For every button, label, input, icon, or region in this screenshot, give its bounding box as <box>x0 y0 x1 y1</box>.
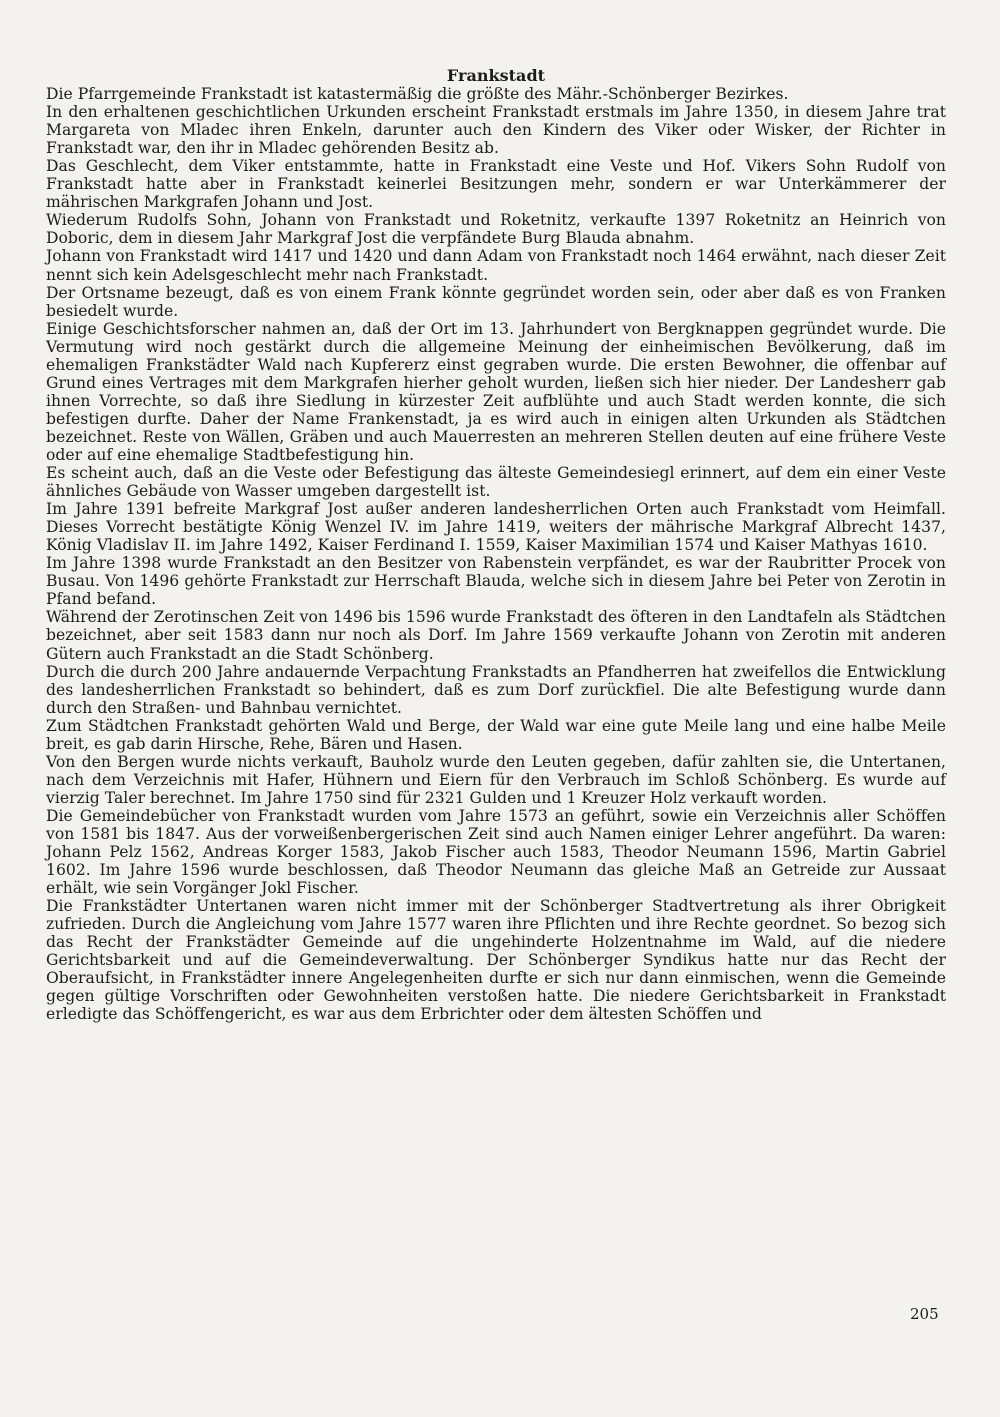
paragraph: In den erhaltenen geschichtlichen Urkunden erscheint Frankstadt erstmals im Jahre 1350, in diesem Jahre trat Margareta von Mladec ihren Enkeln, darunter auch den Kindern des Viker oder Wisker, der Richter in Frankstadt war, den ihr in Mladec gehörenden Besitz ab. <box>46 103 946 158</box>
paragraph: Von den Bergen wurde nichts verkauft, Bauholz wurde den Leuten gegeben, dafür zahlten sie, die Untertanen, nach dem Verzeichnis mit Hafer, Hühnern und Eiern für den Verbrauch im Schloß Schönberg. Es wurde auf vierzig Taler berechnet. Im Jahre 1750 sind für 2321 Gulden und 1 Kreuzer Holz verkauft worden. <box>46 752 946 807</box>
paragraph: Einige Geschichtsforscher nahmen an, daß der Ort im 13. Jahrhundert von Bergknappen gegründet wurde. Die Vermutung wird noch gestärkt durch die allgemeine Meinung der einheimischen Bevölkerung, daß im ehemaligen Frankstädter Wald nach Kupfererz einst gegraben wurde. Die ersten Bewohner, die offenbar auf Grund eines Vertrages mit dem Markgrafen hierher geholt wurden, ließen sich hier nieder. Der Landesherr gab ihnen Vorrechte, so daß ihre Siedlung in kürzester Zeit aufblühte und auch Stadt werden konnte, die sich befestigen durfte. Daher der Name Frankenstadt, ja es wird auch in einigen alten Urkunden als Städtchen bezeichnet. Reste von Wällen, Gräben und auch Mauerresten an mehreren Stellen deuten auf eine frühere Veste oder auf eine ehemalige Stadtbefestigung hin. <box>46 319 946 464</box>
paragraph: Die Frankstädter Untertanen waren nicht immer mit der Schönberger Stadtvertretung als ihrer Obrigkeit zufrieden. Durch die Angleichung vom Jahre 1577 waren ihre Pflichten und ihre Rechte geordnet. So bezog sich das Recht der Frankstädter Gemeinde auf die ungehinderte Holzentnahme im Wald, auf die niedere Gerichtsbarkeit und auf die Gemeindeverwaltung. Der Schönberger Syndikus hatte nur das Recht der Oberaufsicht, in Frankstädter innere Angelegenheiten durfte er sich nur dann einmischen, wenn die Gemeinde gegen gültige Vorschriften oder Gewohnheiten verstoßen hatte. Die niedere Gerichtsbarkeit in Frankstadt erledigte das Schöffengericht, es war aus dem Erbrichter oder dem ältesten Schöffen und <box>46 897 946 1024</box>
body-text <box>46 67 946 1023</box>
paragraph: Es scheint auch, daß an die Veste oder Befestigung das älteste Gemeindesiegl erinnert, auf dem ein einer Veste ähnliches Gebäude von Wasser umgeben dargestellt ist. <box>46 464 946 501</box>
paragraph: Während der Zerotinschen Zeit von 1496 bis 1596 wurde Frankstadt des öfteren in den Landtafeln als Städtchen bezeichnet, aber seit 1583 dann nur noch als Dorf. Im Jahre 1569 verkaufte Johann von Zerotin mit anderen Gütern auch Frankstadt an die Stadt Schönberg. <box>46 608 946 663</box>
paragraph: Im Jahre 1398 wurde Frankstadt an den Besitzer von Rabenstein verpfändet, es war der Raubritter Procek von Busau. Von 1496 gehörte Frankstadt zur Herrschaft Blauda, welche sich in diesem Jahre bei Peter von Zerotin in Pfand befand. <box>46 554 946 609</box>
paragraph: Das Geschlecht, dem Viker entstammte, hatte in Frankstadt eine Veste und Hof. Vikers Sohn Rudolf von Frankstadt hatte aber in Frankstadt keinerlei Besitzungen mehr, sondern er war Unterkämmerer der mährischen Markgrafen Johann und Jost. <box>46 157 946 212</box>
paragraph: Die Pfarrgemeinde Frankstadt ist katastermäßig die größte des Mähr.-Schönberger Bezirkes. <box>46 85 789 104</box>
paragraph: Im Jahre 1391 befreite Markgraf Jost außer anderen landesherrlichen Orten auch Frankstadt vom Heimfall. Dieses Vorrecht bestätigte König Wenzel IV. im Jahre 1419, weiters der mährische Markgraf Albrecht 1437, König Vladislav II. im Jahre 1492, Kaiser Ferdinand I. 1559, Kaiser Maximilian 1574 und Kaiser Mathyas 1610. <box>46 500 946 555</box>
paragraph: Durch die durch 200 Jahre andauernde Verpachtung Frankstadts an Pfandherren hat zweifellos die Entwicklung des landesherrlichen Frankstadt so behindert, daß es zum Dorf zurückfiel. Die alte Befestigung wurde dann durch den Straßen- und Bahnbau vernichtet. <box>46 662 946 717</box>
paragraph: Der Ortsname bezeugt, daß es von einem Frank könnte gegründet worden sein, oder aber daß es von Franken besiedelt wurde. <box>46 283 946 320</box>
paragraph: Zum Städtchen Frankstadt gehörten Wald und Berge, der Wald war eine gute Meile lang und eine halbe Meile breit, es gab darin Hirsche, Rehe, Bären und Hasen. <box>46 716 946 753</box>
paragraph: Wiederum Rudolfs Sohn, Johann von Frankstadt und Roketnitz, verkaufte 1397 Roketnitz an Heinrich von Doboric, dem in diesem Jahr Markgraf Jost die verpfändete Burg Blauda abnahm. <box>46 211 946 248</box>
paragraph: Die Gemeindebücher von Frankstadt wurden vom Jahre 1573 an geführt, sowie ein Verzeichnis aller Schöffen von 1581 bis 1847. Aus der vorweißenbergerischen Zeit sind auch Namen einiger Lehrer angeführt. Da waren: Johann Pelz 1562, Andreas Korger 1583, Jakob Fischer auch 1583, Theodor Neumann 1596, Martin Gabriel 1602. Im Jahre 1596 wurde beschlossen, daß Theodor Neumann das gleiche Maß an Getreide zur Aussaat erhält, wie sein Vorgänger Jokl Fischer. <box>46 806 946 898</box>
page-number: 205 <box>910 1305 939 1323</box>
page-title: Frankstadt <box>446 66 546 85</box>
paragraph: Johann von Frankstadt wird 1417 und 1420 und dann Adam von Frankstadt noch 1464 erwähnt, nach dieser Zeit nennt sich kein Adelsgeschlecht mehr nach Frankstadt. <box>46 247 946 284</box>
